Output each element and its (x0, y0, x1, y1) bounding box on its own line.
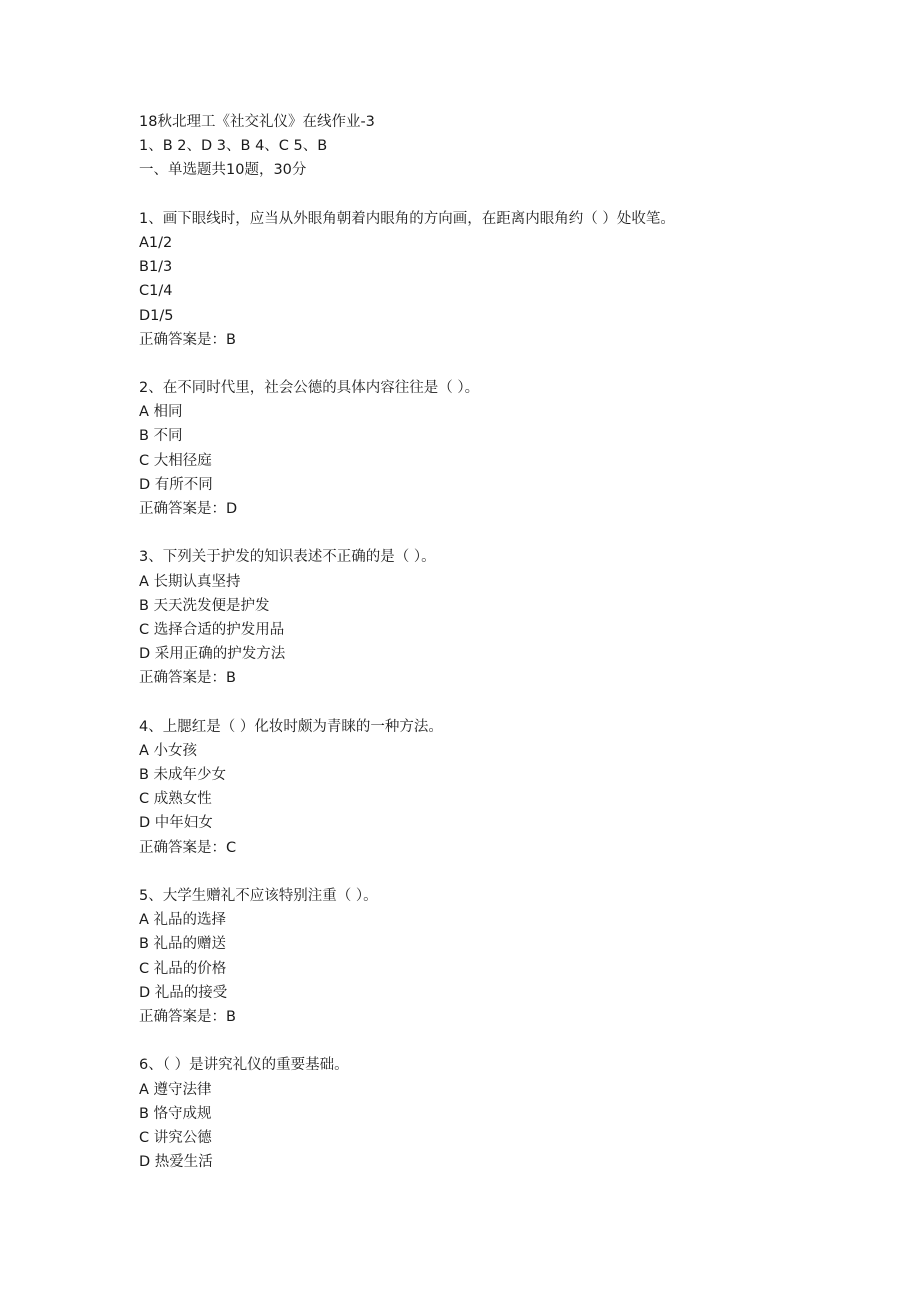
spacer (139, 183, 839, 207)
option-c: C 讲究公德 (139, 1129, 212, 1146)
question-5 (139, 884, 839, 1029)
question-stem: 4、上腮红是（ ）化妆时颇为青睐的一种方法。 (139, 718, 443, 735)
section-heading: 一、单选题共10题，30分 (139, 162, 307, 179)
option-d: D 采用正确的护发方法 (139, 646, 286, 663)
question-stem: 3、下列关于护发的知识表述不正确的是（ ）。 (139, 549, 436, 566)
question-3 (139, 545, 839, 690)
spacer (139, 521, 839, 545)
option-d: D 有所不同 (139, 476, 213, 493)
option-a: A 相同 (139, 404, 183, 421)
spacer (139, 352, 839, 376)
option-b: B 礼品的赠送 (139, 936, 227, 953)
option-c: C 选择合适的护发用品 (139, 621, 285, 638)
option-c: C 礼品的价格 (139, 960, 227, 977)
option-a: A1/2 (139, 234, 173, 251)
question-2 (139, 376, 839, 521)
spacer (139, 691, 839, 715)
option-b: B 未成年少女 (139, 767, 227, 784)
option-a: A 小女孩 (139, 742, 198, 759)
option-b: B 天天洗发便是护发 (139, 597, 270, 614)
option-b: B 恪守成规 (139, 1105, 212, 1122)
document-title: 18秋北理工《社交礼仪》在线作业-3 (139, 114, 375, 130)
question-stem: 1、画下眼线时，应当从外眼角朝着内眼角的方向画，在距离内眼角约（ ）处收笔。 (139, 210, 675, 227)
spacer (139, 860, 839, 884)
correct-answer: 正确答案是：B (139, 331, 236, 348)
option-a: A 礼品的选择 (139, 912, 227, 929)
option-b: B 不同 (139, 428, 183, 445)
correct-answer: 正确答案是：B (139, 1008, 236, 1025)
option-c: C 成熟女性 (139, 791, 212, 808)
question-stem: 2、在不同时代里，社会公德的具体内容往往是（ ）。 (139, 380, 480, 397)
option-d: D 礼品的接受 (139, 984, 228, 1001)
question-4 (139, 715, 839, 860)
spacer (139, 1029, 839, 1053)
question-6 (139, 1053, 839, 1174)
option-d: D 中年妇女 (139, 815, 213, 832)
option-a: A 长期认真坚持 (139, 573, 241, 590)
question-stem: 6、（ ）是讲究礼仪的重要基础。 (139, 1057, 349, 1074)
answer-summary: 1、B 2、D 3、B 4、C 5、B (139, 138, 328, 155)
option-d: D 热爱生活 (139, 1154, 213, 1171)
document-page (139, 110, 839, 1174)
option-a: A 遵守法律 (139, 1081, 212, 1098)
option-c: C 大相径庭 (139, 452, 212, 469)
question-stem: 5、大学生赠礼不应该特别注重（ ）。 (139, 888, 378, 904)
question-1 (139, 207, 839, 352)
correct-answer: 正确答案是：C (139, 839, 237, 856)
option-c: C1/4 (139, 283, 173, 300)
correct-answer: 正确答案是：B (139, 670, 236, 687)
option-b: B1/3 (139, 259, 173, 276)
correct-answer: 正确答案是：D (139, 501, 238, 517)
option-d: D1/5 (139, 307, 174, 324)
